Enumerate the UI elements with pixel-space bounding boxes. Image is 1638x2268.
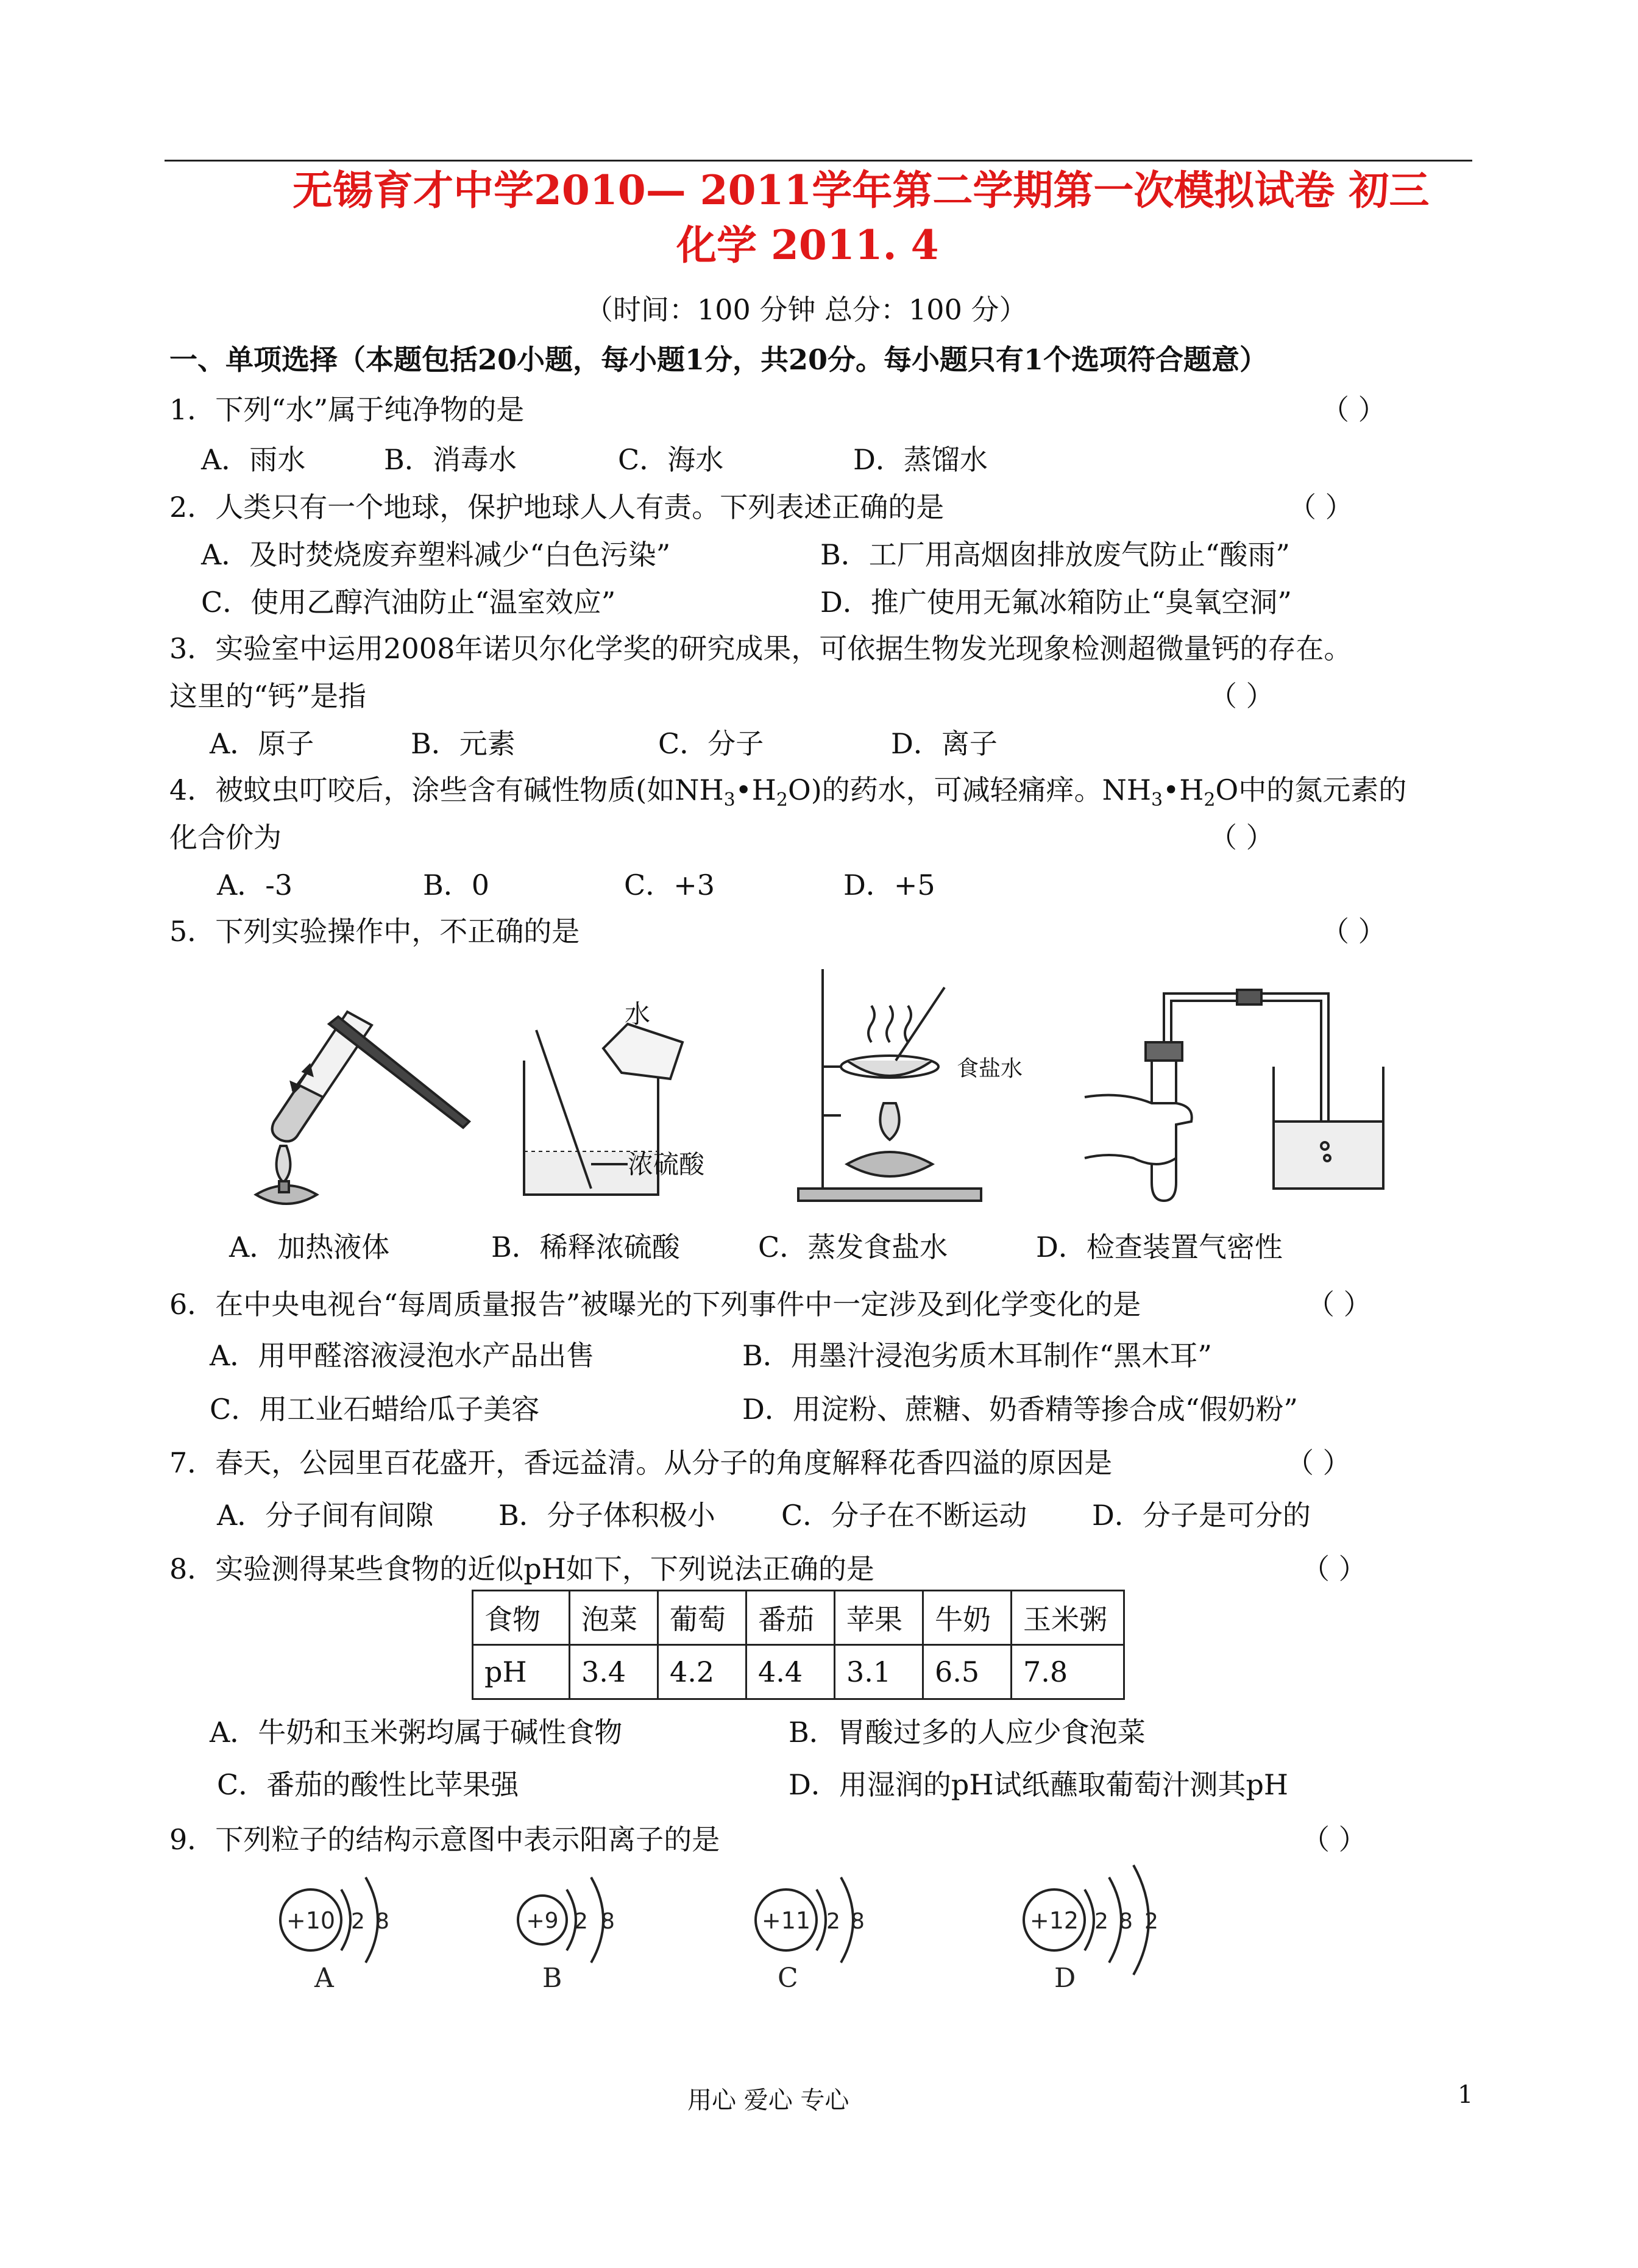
table-cell: 4.4 [746,1645,835,1699]
exam-title-line1: 无锡育才中学2010— 2011学年第二学期第一次模拟试卷 初三 [292,166,1430,214]
q6-option-d: D．用淀粉、蔗糖、奶香精等掺合成“假奶粉” [742,1393,1298,1426]
q5-option-a: A．加热液体 [229,1231,390,1264]
question-4-stem: 4．被蚊虫叮咬后，涂些含有碱性物质(如$NH_3•H_2O$)的药水，可减轻痛痒。$NH_3•H_2O$中的氮元素的 [169,773,1407,811]
question-2-answer-blank[interactable]: （ ） [1288,491,1353,524]
shell-electrons: 2 [351,1909,365,1934]
atom-diagram-c [743,1865,902,1994]
question-3-stem: 3．实验室中运用2008年诺贝尔化学奖的研究成果，可依据生物发光现象检测超微量钙的存在。 [169,632,1352,665]
atom-diagram-b [506,1865,664,1994]
question-3-stem-line2: 这里的“钙”是指 [169,680,367,713]
table-cell: pH [473,1645,570,1699]
table-cell: 玉米粥 [1012,1591,1124,1645]
question-4-stem-line2: 化合价为 [169,821,282,854]
atom-diagram-a [268,1865,427,1994]
question-5-answer-blank[interactable]: （ ） [1321,915,1386,948]
nucleus-charge: +12 [1029,1907,1079,1934]
q2-option-b: B．工厂用高烟囱排放废气防止“酸雨” [820,538,1290,571]
q8-option-d: D．用湿润的pH试纸蘸取葡萄汁测其pH [789,1768,1289,1801]
q4-option-c: C．+3 [624,869,715,901]
table-cell: 4.2 [658,1645,746,1699]
q3-option-b: B．元素 [411,727,516,760]
nucleus-charge: +11 [761,1907,811,1934]
shell-electrons: 8 [851,1909,865,1934]
shell-electrons: 8 [1119,1909,1133,1934]
table-cell: 苹果 [835,1591,923,1645]
diagram-label: B [542,1963,562,1994]
table-cell: 食物 [473,1591,570,1645]
shell-electrons: 8 [601,1909,615,1934]
atom-diagram-d [1012,1865,1194,1994]
question-2-stem: 2．人类只有一个地球，保护地球人人有责。下列表述正确的是 [169,491,945,524]
table-cell: 泡菜 [570,1591,658,1645]
q6-option-a: A．用甲醛溶液浸泡水产品出售 [210,1339,595,1372]
shell-electrons: 2 [574,1909,588,1934]
shell-electrons: 8 [375,1909,389,1934]
q8-option-a: A．牛奶和玉米粥均属于碱性食物 [210,1716,623,1749]
table-cell: 葡萄 [658,1591,746,1645]
q1-option-b: B．消毒水 [384,443,517,476]
question-8-stem: 8．实验测得某些食物的近似pH如下，下列说法正确的是 [169,1552,874,1585]
figure-dilute-sulfuric-acid [506,999,750,1207]
q5-option-c: C．蒸发食盐水 [758,1231,948,1264]
figure-check-airtightness [1072,975,1414,1207]
q2-option-c: C．使用乙醇汽油防止“温室效应” [201,586,616,619]
q5-option-b: B．稀释浓硫酸 [491,1231,680,1264]
table-row [473,1645,1124,1699]
footer-motto: 用心 爱心 专心 [687,2086,849,2114]
ph-table [472,1590,1125,1700]
table-cell: 7.8 [1012,1645,1124,1699]
q3-option-c: C．分子 [658,727,764,760]
page-number: 1 [1458,2081,1473,2109]
q4-option-a: A．-3 [217,869,293,901]
q2-option-a: A．及时焚烧废弃塑料减少“白色污染” [201,538,671,571]
question-9-answer-blank[interactable]: （ ） [1302,1823,1367,1856]
question-6-stem: 6．在中央电视台“每周质量报告”被曝光的下列事件中一定涉及到化学变化的是 [169,1288,1141,1321]
q1-option-d: D．蒸馏水 [853,443,988,476]
exam-title-line2: 化学 2011. 4 [676,221,939,269]
q5-option-d: D．检查装置气密性 [1036,1231,1283,1264]
q7-option-c: C．分子在不断运动 [781,1499,1027,1532]
question-4-answer-blank[interactable]: （ ） [1209,821,1274,854]
q3-option-a: A．原子 [210,727,314,760]
label-water: 水 [625,999,651,1029]
shell-electrons: 2 [826,1909,840,1934]
q3-option-d: D．离子 [891,727,998,760]
table-header-row [473,1591,1124,1645]
label-brine: 食盐水 [957,1056,1023,1081]
question-9-stem: 9．下列粒子的结构示意图中表示阳离子的是 [169,1823,720,1856]
q4-option-b: B．0 [423,869,490,901]
question-1-stem: 1．下列“水”属于纯净物的是 [169,393,525,426]
question-8-answer-blank[interactable]: （ ） [1302,1552,1367,1585]
shell-electrons: 2 [1094,1909,1108,1934]
diagram-label: C [778,1963,798,1994]
nucleus-charge: +10 [286,1907,336,1934]
q7-option-d: D．分子是可分的 [1092,1499,1311,1532]
table-cell: 3.1 [835,1645,923,1699]
nucleus-charge: +9 [526,1908,559,1933]
question-1-answer-blank[interactable]: （ ） [1321,393,1386,426]
q8-option-b: B．胃酸过多的人应少食泡菜 [789,1716,1146,1749]
question-5-stem: 5．下列实验操作中，不正确的是 [169,915,580,948]
q2-option-d: D．推广使用无氟冰箱防止“臭氧空洞” [820,586,1292,619]
q1-option-a: A．雨水 [201,443,306,476]
figure-evaporate-brine [786,963,1066,1207]
table-cell: 牛奶 [923,1591,1012,1645]
q7-option-a: A．分子间有间隙 [217,1499,434,1532]
q8-option-c: C．番茄的酸性比苹果强 [217,1768,519,1801]
q4-option-d: D．+5 [843,869,935,901]
table-cell: 番茄 [746,1591,835,1645]
q6-option-c: C．用工业石蜡给瓜子美容 [210,1393,540,1426]
top-rule [165,160,1472,162]
figure-heating-liquid [238,987,481,1207]
table-cell: 3.4 [570,1645,658,1699]
diagram-label: A [314,1963,334,1994]
label-conc-sulfuric-acid: 浓硫酸 [628,1150,705,1179]
section-heading: 一、单项选择（本题包括20小题，每小题1分，共20分。每小题只有1个选项符合题意） [169,343,1268,376]
question-6-answer-blank[interactable]: （ ） [1306,1288,1372,1321]
q7-option-b: B．分子体积极小 [498,1499,715,1532]
question-7-stem: 7．春天，公园里百花盛开，香远益清。从分子的角度解释花香四溢的原因是 [169,1446,1113,1479]
q6-option-b: B．用墨汁浸泡劣质木耳制作“黑木耳” [742,1339,1212,1372]
question-7-answer-blank[interactable]: （ ） [1286,1446,1351,1479]
diagram-label: D [1054,1963,1076,1994]
question-3-answer-blank[interactable]: （ ） [1209,680,1274,713]
exam-subtitle: （时间：100 分钟 总分：100 分） [585,293,1027,326]
table-cell: 6.5 [923,1645,1012,1699]
q1-option-c: C．海水 [618,443,724,476]
shell-electrons: 2 [1144,1909,1158,1934]
